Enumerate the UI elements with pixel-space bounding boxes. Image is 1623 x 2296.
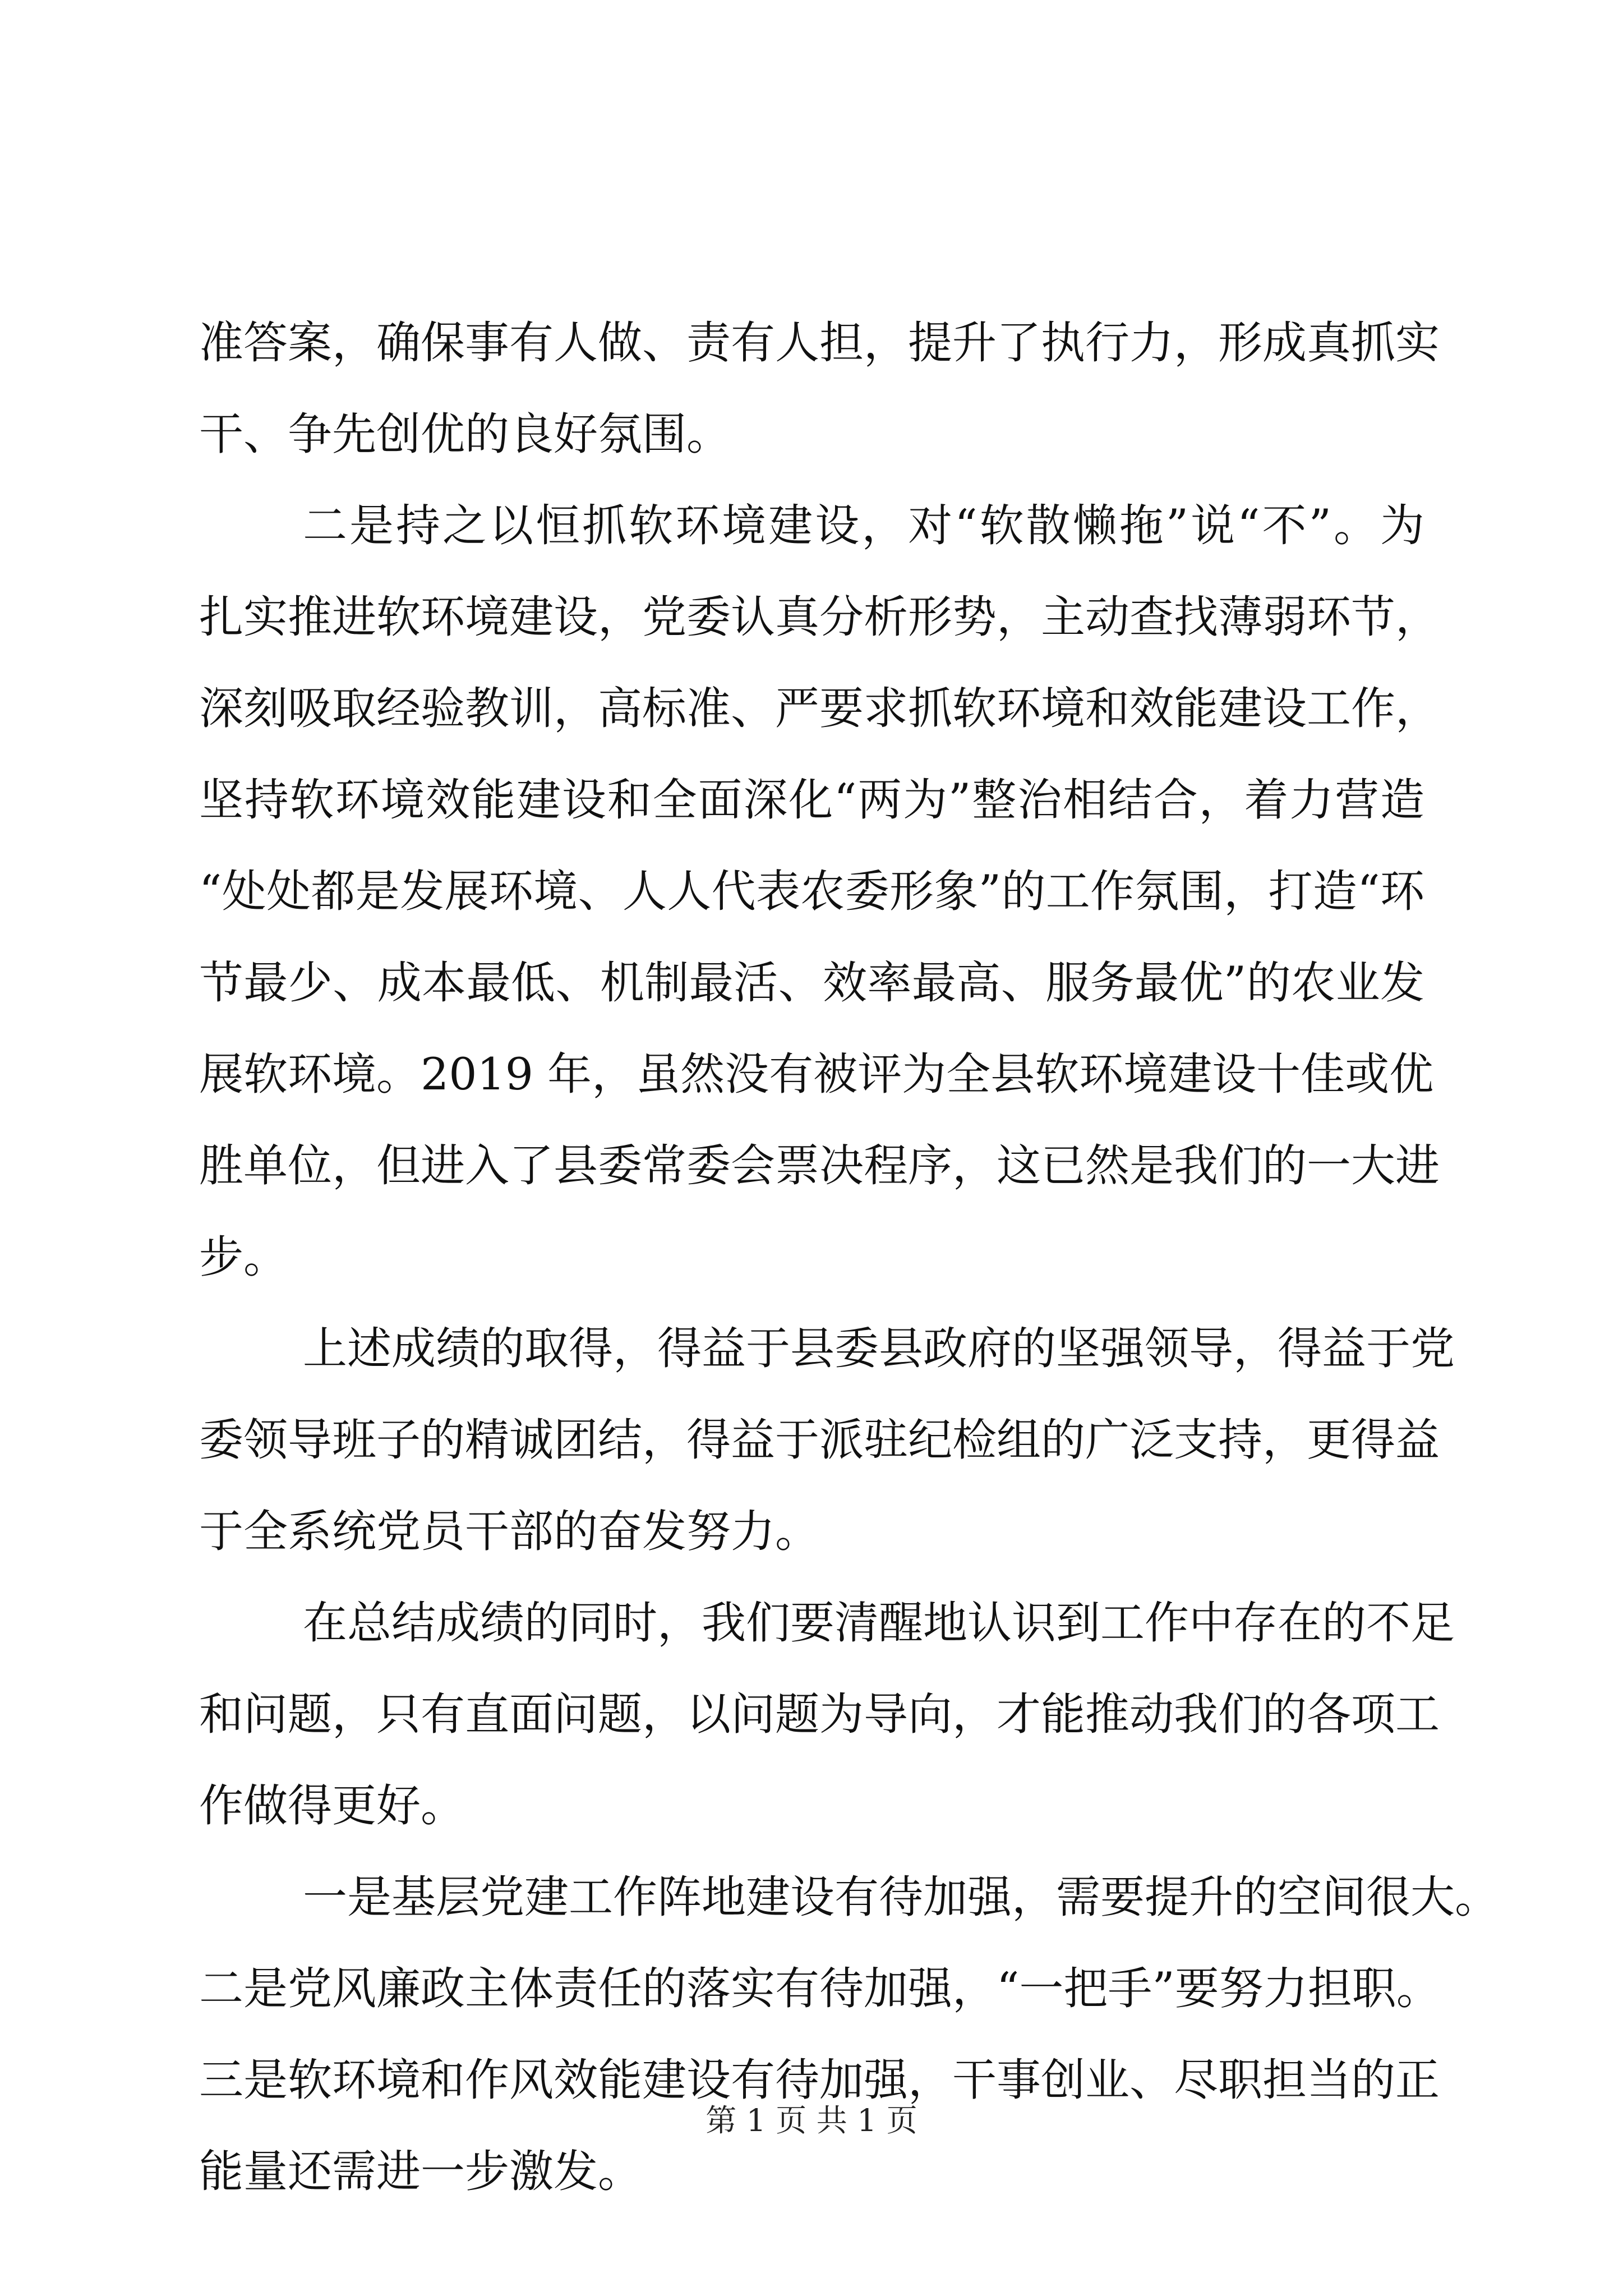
text-line: 委领导班子的精诚团结，得益于派驻纪检组的广泛支持，更得益 bbox=[199, 1414, 1440, 1466]
text-line: 节最少、成本最低、机制最活、效率最高、服务最优”的农业发 bbox=[199, 957, 1424, 1009]
text-line: 能量还需进一步激发。 bbox=[199, 2146, 642, 2197]
text-line: 在总结成绩的同时，我们要清醒地认识到工作中存在的不足 bbox=[303, 1597, 1455, 1649]
body-text bbox=[199, 297, 1499, 2217]
text-line: 展软环境。2019 年，虽然没有被评为全县软环境建设十佳或优 bbox=[199, 1048, 1434, 1100]
page-number-footer: 第 1 页 共 1 页 bbox=[706, 2102, 917, 2138]
text-line: 坚持软环境效能建设和全面深化“两为”整治相结合，着力营造 bbox=[199, 774, 1424, 826]
text-line: 三是软环境和作风效能建设有待加强，干事创业、尽职担当的正 bbox=[199, 2054, 1440, 2106]
text-line: 扎实推进软环境建设，党委认真分析形势，主动查找薄弱环节， bbox=[199, 591, 1440, 643]
text-line: 二是党风廉政主体责任的落实有待加强，“一把手”要努力担职。 bbox=[199, 1963, 1441, 2014]
text-line: 上述成绩的取得，得益于县委县政府的坚强领导，得益于党 bbox=[303, 1323, 1455, 1374]
text-line: 作做得更好。 bbox=[199, 1780, 465, 1832]
text-line: 准答案，确保事有人做、责有人担，提升了执行力，形成真抓实 bbox=[199, 317, 1440, 369]
text-line: 深刻吸取经验教训，高标准、严要求抓软环境和效能建设工作， bbox=[199, 683, 1440, 734]
text-line: 干、争先创优的良好氛围。 bbox=[199, 408, 731, 460]
text-line: 和问题，只有直面问题，以问题为导向，才能推动我们的各项工 bbox=[199, 1688, 1440, 1740]
text-line: 二是持之以恒抓软环境建设，对“软散懒拖”说“不”。为 bbox=[303, 500, 1424, 551]
text-line: 于全系统党员干部的奋发努力。 bbox=[199, 1506, 819, 1557]
text-line: 一是基层党建工作阵地建设有待加强，需要提升的空间很大。 bbox=[303, 1871, 1499, 1923]
text-line: 胜单位，但进入了县委常委会票决程序，这已然是我们的一大进 bbox=[199, 1140, 1440, 1191]
text-line: “处处都是发展环境、人人代表农委形象”的工作氛围，打造“环 bbox=[199, 866, 1424, 917]
text-line: 步。 bbox=[199, 1231, 288, 1283]
